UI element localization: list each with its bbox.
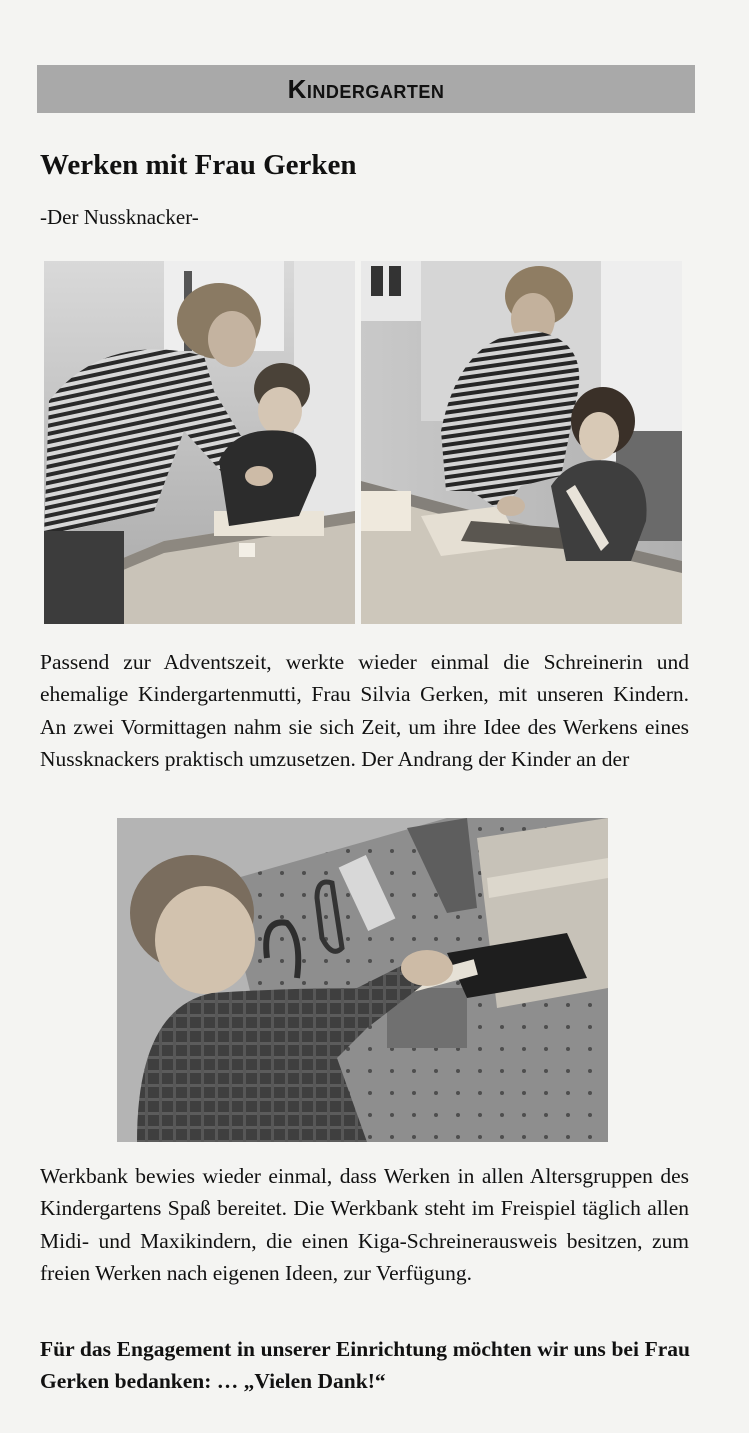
photo-1-image (44, 261, 355, 624)
photo-woman-with-girl-sawing (361, 261, 682, 624)
section-title (37, 74, 695, 105)
section-header-bar (37, 65, 695, 113)
article-title: Werken mit Frau Gerken (40, 149, 357, 181)
photo-3-image (117, 818, 608, 1142)
article-paragraph-1: Passend zur Adventszeit, werkte wieder einmal die Schreinerin und ehemalige Kindergartenmutti, Frau Silvia Gerken, mit unseren Kindern. An zwei Vormittagen nahm sie sich Zeit, um ihre Idee des Werkens eines Nussknackers praktisch umzusetzen. Der Andrang der Kinder an der (40, 650, 689, 772)
photo-2-image (361, 261, 682, 624)
article-subtitle: -Der Nussknacker- (40, 205, 199, 229)
article-closing-thanks: Für das Engagement in unserer Einrichtung möchten wir uns bei Frau Gerken bedanken: … „Vielen Dank!“ (40, 1337, 690, 1393)
photo-woman-with-boy-at-workbench (44, 261, 355, 624)
article-paragraph-2: Werkbank bewies wieder einmal, dass Werken in allen Altersgruppen des Kindergartens Spaß bereitet. Die Werkbank steht im Freispiel täglich allen Midi- und Maxikindern, die einen Kiga-Schreinerausweis besitzen, zum freien Werken nach eigenen Ideen, zur Verfügung. (40, 1164, 689, 1286)
photo-boy-hammering (117, 818, 608, 1142)
section-title-text: Kindergarten (287, 74, 445, 104)
